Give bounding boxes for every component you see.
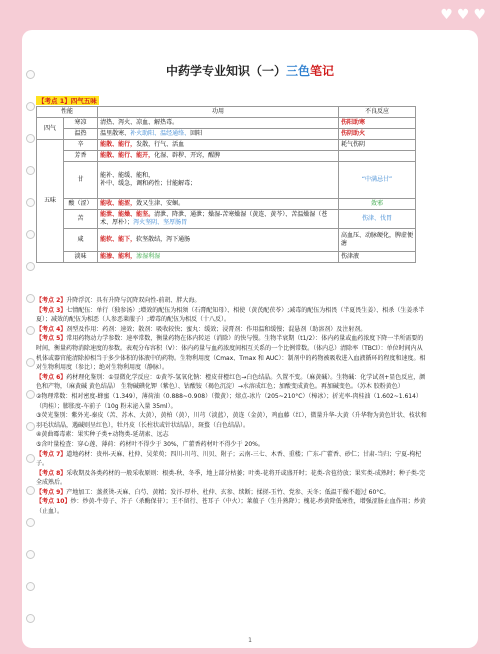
row-name: 寒凉 xyxy=(64,118,98,129)
header-property: 性能 xyxy=(37,107,98,118)
binder-ring-icon xyxy=(26,198,35,207)
row-adverse: 伤津液 xyxy=(339,252,416,263)
table-row xyxy=(37,210,416,229)
row-function: 能软、能下，软坚散结，泻下通肠 xyxy=(98,229,339,252)
section-tag: 【考点 1】四气五味 xyxy=(38,97,97,105)
row-adverse: 高血压、动脉硬化，脾虚便溏 xyxy=(339,229,416,252)
row-name: 酸（涩） xyxy=(64,199,98,210)
row-adverse: “中满忌甘” xyxy=(339,162,416,199)
note-paragraph: 【考点 8】采收期及各类药材的一般采收原则：根类-秋、冬季，地上部分枯萎；叶类-花将开或盛开时；花类-含苞待放；果实类-成熟时；种子类-完全成熟后。 xyxy=(36,469,426,487)
binder-ring-icon xyxy=(26,294,35,303)
table-row xyxy=(37,140,416,151)
binder-ring-icon xyxy=(26,486,35,495)
note-paragraph: ②物理常数：相对密度-蜂蜜（1.349），薄荷油（0.888~0.908）（微黄）；熔点-冰片（205~210°C）（樟冰）；折光率-肉桂油（1.602~1.614）（肉桂）；膨胀度-车前子（10g 粉末泌入量 35ml）。 xyxy=(36,392,422,410)
row-function: 能收、能涩，敛又生津、安蛔。 xyxy=(98,199,339,210)
row-function: 能散、能行、能开，化湿、辟秽、开窍，醒脾 xyxy=(98,151,339,162)
row-function: 能散、能行，发散，行气、活血 xyxy=(98,140,339,151)
note-paragraph: ⑤含叶量检查：穿心莲、薄荷：药材叶不得少于 30%，广藿香药材叶不得少于 20%。 xyxy=(36,440,264,448)
notes-body xyxy=(36,296,428,517)
row-function: 清热、泻火、凉血、解热毒。 xyxy=(98,118,339,129)
binder-ring-icon xyxy=(26,262,35,271)
group-label-wuwei: 五味 xyxy=(37,140,64,263)
row-name: 温热 xyxy=(64,129,98,140)
heart-icon: ♥ xyxy=(473,7,486,23)
row-name: 辛 xyxy=(64,140,98,151)
note-paragraph: ③荧光鉴别：紫外光-秦皮（苦、苏木、大黄），黄柏（黄），川芎（淡蓝），黄连（金黄），鸡血藤（红），微量升华-大黄（升华物为黄色针状、枝状和羽毛状结晶，遇碱则呈红色），牡丹皮（长柱状或针状结晶），斑蝥（白色结晶）。 xyxy=(36,412,427,429)
table-row xyxy=(37,129,416,140)
row-adverse: 伤津、伐胃 xyxy=(339,210,416,229)
note-paragraph: 【考点 10】炒：炒黄-牛蒡子、芥子（杀酶保苷）；王不留行、苍耳子（中火）；莱菔子（生升熟降）；槐花-炒黄降低寒性，增强涩肠止血作用；炒黄（止血）。 xyxy=(36,498,426,516)
table-row xyxy=(37,199,416,210)
row-function: 能泄、能燥、能坚。清泄、降泄、通泄；燥湿-苦寒燥湿（黄连、黄芩）、苦温燥湿（苍术、厚朴）；泻火坚阴、坚厚肠胃 xyxy=(98,210,339,229)
binder-ring-icon xyxy=(26,550,35,559)
binder-ring-icon xyxy=(26,358,35,367)
binder-ring-icon xyxy=(26,454,35,463)
row-adverse: 伤阳助寒 xyxy=(339,118,416,129)
binder-ring-icon xyxy=(26,166,35,175)
row-name: 苦 xyxy=(64,210,98,229)
note-paragraph: 【考点 3】七情配伍：单行（独参汤）;增效的配伍为相须（石膏配知母）、相使（黄芪配茯苓）;减毒的配伍为相畏（半夏畏生姜）、相杀（生姜杀半夏）；减效的配伍为相恶（人参恶莱菔子）;增毒的配伍为相反（十八反）。 xyxy=(36,306,425,324)
note-paragraph: 【考点 4】剂型及作用：药剂：速效；散剂：吸收较快；蜜丸：缓效；浸膏剂：作用温和缓慢；混悬剂（助溶剂）及注射剂。 xyxy=(36,325,367,333)
row-name: 淡味 xyxy=(64,252,98,263)
header-adverse: 不良反应 xyxy=(339,107,416,118)
note-paragraph: 【考点 2】升降浮沉：具有升降与沉降双向性-前胡、胖大海。 xyxy=(36,297,201,304)
binder-ring-icon xyxy=(26,230,35,239)
note-paragraph: 【考点 5】常用药物动力学参数：速率常数，衡量药物在体内转运（消除）的快与慢。生物半衰期（t1/2）：体内药量或血药浓度下降一半所需要的时间，衡量药物消除速度的参数。表观分布容积（V）：体内药量与血药浓度间相互关系的一个比例常数。（体内总）清除率（TBCl）：单位时间内从机体或器官能清除掉相当于多少体积的体液中的药物。生物利用度（Cmax、Tmax 和 AUC）：制剂中的药物被吸收进入血液循环的程度和速度。相对生物利用度（参比）；绝对生物利用度（静脉）。 xyxy=(36,335,426,372)
note-paragraph: 【考点 9】产地加工：蒸煮烫-天麻、白芍、黄精；发汗-厚朴、杜仲、玄参、续断；揉搓-玉竹、党参、天冬；低温干燥不超过 60°C。 xyxy=(36,488,390,496)
title-accent-blue: 三色 xyxy=(285,64,310,78)
binder-ring-icon xyxy=(26,614,35,623)
four-qi-five-flavors-table xyxy=(36,106,416,263)
note-paragraph: 【考点 7】道地药材：贵州-天麻、杜仲、吴茱萸；四川-川芎、川贝、附子；云南-三七、木香、重楼；广东-广藿香、砂仁；甘肃-当归；宁夏-枸杞子。 xyxy=(36,450,422,468)
binder-ring-icon xyxy=(26,134,35,143)
title-accent-red: 笔记 xyxy=(310,64,335,78)
row-adverse: 耗气伤阴 xyxy=(339,140,416,151)
row-function: 能渗、能利，渗湿利湿 xyxy=(98,252,339,263)
page-number: 1 xyxy=(248,637,252,644)
row-function: 能补、能缓、能和， 补中、缓急，调和药性；甘能解毒； xyxy=(98,162,339,199)
row-adverse xyxy=(339,151,416,162)
binder-ring-icon xyxy=(26,390,35,399)
table-row xyxy=(37,151,416,162)
table-row xyxy=(37,162,416,199)
table-row xyxy=(37,229,416,252)
row-adverse: 伤阴助火 xyxy=(339,129,416,140)
title-main: 中药学专业知识（一） xyxy=(165,64,286,78)
binder-rings xyxy=(26,70,35,623)
table-header-row xyxy=(37,107,416,118)
page-title xyxy=(0,62,500,79)
binder-ring-icon xyxy=(26,518,35,527)
group-label-siqi: 四气 xyxy=(37,118,64,140)
row-name: 咸 xyxy=(64,229,98,252)
header-function: 功用 xyxy=(98,107,339,118)
row-adverse: 敛邪 xyxy=(339,199,416,210)
table-row xyxy=(37,252,416,263)
heart-icon: ♥ xyxy=(440,7,453,23)
binder-ring-icon xyxy=(26,326,35,335)
section-heading xyxy=(36,96,99,105)
heart-icon: ♥ xyxy=(456,7,470,23)
decorative-hearts xyxy=(440,8,486,22)
binder-ring-icon xyxy=(26,582,35,591)
binder-ring-icon xyxy=(26,102,35,111)
table-row xyxy=(37,118,416,129)
row-function: 温里散寒、补火助阳、温经通络、回阳 xyxy=(98,129,339,140)
note-paragraph: 【考点 6】药材理化鉴别：①显微化学反应：①黄芩-氢氧化钠：橙皮苷橙红色→白色结晶。久置不变。（麻黄碱）。生物碱：化学试剂+显色反应，颜色和产物，（麻黄碱 黄色结晶） 生物碱碘化钾（紫色）、钴酸铵（褐色沉淀）→水溶成红色；加酸变成黄色。再加碱变色。（苏木 胶粉黄色） xyxy=(36,373,426,391)
binder-ring-icon xyxy=(26,422,35,431)
note-paragraph: ④黄曲霉毒素：果实种子类+动物类-延胡索、远志 xyxy=(36,431,169,439)
row-name: 甘 xyxy=(64,162,98,199)
row-name: 芳香 xyxy=(64,151,98,162)
